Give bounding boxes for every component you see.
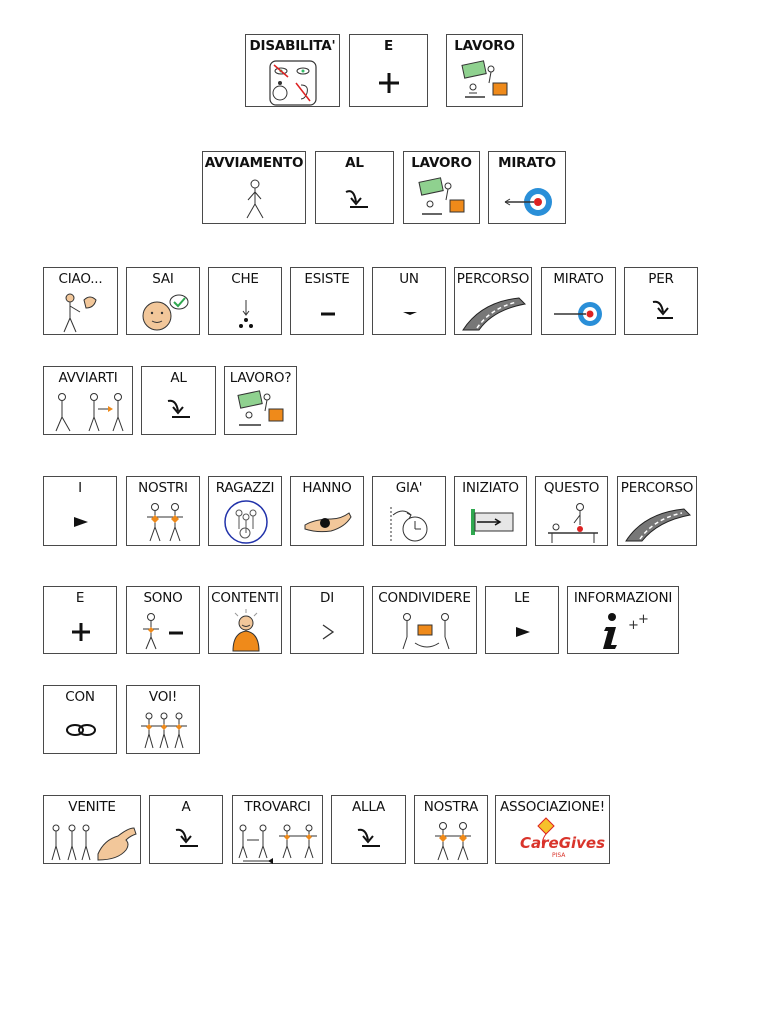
symbol-card-ciao bbox=[43, 267, 118, 335]
thinking-face-icon bbox=[127, 268, 201, 336]
card-label: CON bbox=[65, 689, 95, 705]
card-label: SONO bbox=[143, 590, 183, 606]
card-label: INIZIATO bbox=[462, 480, 519, 496]
card-label: SAI bbox=[152, 271, 174, 287]
symbol-card-informazioni bbox=[567, 586, 679, 654]
group-circle-icon bbox=[209, 477, 283, 547]
symbol-card-mirato bbox=[488, 151, 566, 224]
person-at-table-icon bbox=[536, 477, 609, 547]
symbol-card-venite bbox=[43, 795, 141, 864]
card-label: LAVORO bbox=[411, 155, 472, 171]
plus-icon bbox=[44, 587, 118, 655]
symbol-card-al bbox=[315, 151, 394, 224]
symbol-card-i bbox=[43, 476, 117, 546]
information-icon bbox=[568, 587, 680, 655]
symbol-card-condividere bbox=[372, 586, 477, 654]
plus-icon bbox=[350, 35, 429, 108]
small-dash-icon bbox=[373, 268, 447, 336]
card-label: LE bbox=[514, 590, 530, 606]
symbol-card-gia bbox=[372, 476, 446, 546]
card-label: LAVORO bbox=[454, 38, 515, 54]
card-label: VOI! bbox=[148, 689, 178, 705]
symbol-card-e bbox=[349, 34, 428, 107]
svg-text:CareGives: CareGives bbox=[520, 834, 606, 852]
to-arrow-icon bbox=[142, 367, 217, 436]
work-icon bbox=[225, 367, 298, 436]
card-label: DI bbox=[320, 590, 334, 606]
pointer-icon bbox=[486, 587, 560, 655]
card-label: AVVIARTI bbox=[58, 370, 118, 386]
linked-rings-icon bbox=[44, 686, 118, 755]
greater-than-icon bbox=[291, 587, 365, 655]
card-label: A bbox=[181, 799, 191, 815]
people-starting-icon bbox=[44, 367, 134, 436]
person-minus-icon bbox=[127, 587, 201, 655]
card-label: LAVORO? bbox=[229, 370, 292, 386]
work-icon bbox=[404, 152, 481, 225]
card-label: DISABILITA' bbox=[249, 38, 336, 54]
symbol-card-contenti bbox=[208, 586, 282, 654]
symbol-card-disabilita bbox=[245, 34, 340, 107]
card-label: CONDIVIDERE bbox=[378, 590, 471, 606]
symbol-card-nostri bbox=[126, 476, 200, 546]
come-here-icon bbox=[44, 796, 142, 865]
to-arrow-icon bbox=[332, 796, 407, 865]
that-arrow-icon bbox=[209, 268, 283, 336]
clock-icon bbox=[373, 477, 447, 547]
symbol-card-e-2 bbox=[43, 586, 117, 654]
svg-text:+: + bbox=[628, 618, 639, 633]
happy-person-icon bbox=[209, 587, 283, 655]
card-label: PERCORSO bbox=[456, 271, 530, 287]
target-icon bbox=[542, 268, 617, 336]
start-line-icon bbox=[455, 477, 528, 547]
symbol-card-mirato-2 bbox=[541, 267, 616, 335]
hand-holding-icon bbox=[291, 477, 365, 547]
card-label: AL bbox=[170, 370, 187, 386]
symbol-card-che bbox=[208, 267, 282, 335]
symbol-card-un bbox=[372, 267, 446, 335]
symbol-card-lavoro-2 bbox=[403, 151, 480, 224]
symbol-card-percorso bbox=[454, 267, 532, 335]
road-icon bbox=[455, 268, 533, 336]
to-arrow-icon bbox=[150, 796, 224, 865]
waving-person-icon bbox=[44, 268, 119, 336]
svg-text:+: + bbox=[638, 612, 649, 627]
symbol-card-sono bbox=[126, 586, 200, 654]
card-label: ESISTE bbox=[304, 271, 350, 287]
symbol-card-a bbox=[149, 795, 223, 864]
symbol-card-trovarci bbox=[232, 795, 323, 864]
pointer-icon bbox=[44, 477, 118, 547]
symbol-card-associazione bbox=[495, 795, 610, 864]
card-label: ALLA bbox=[351, 799, 386, 815]
two-people-icon bbox=[127, 477, 201, 547]
card-label: PERCORSO bbox=[620, 480, 694, 496]
to-arrow-icon bbox=[316, 152, 395, 225]
card-label: UN bbox=[399, 271, 419, 287]
symbol-card-iniziato bbox=[454, 476, 527, 546]
card-label: PER bbox=[648, 271, 674, 287]
symbol-card-sai bbox=[126, 267, 200, 335]
work-icon bbox=[447, 35, 524, 108]
to-arrow-icon bbox=[625, 268, 699, 336]
sharing-icon bbox=[373, 587, 478, 655]
card-label: CONTENTI bbox=[211, 590, 279, 606]
visit-people-icon bbox=[233, 796, 324, 865]
road-icon bbox=[618, 477, 698, 547]
three-people-icon bbox=[127, 686, 201, 755]
card-label: E bbox=[75, 590, 85, 606]
card-label: MIRATO bbox=[498, 155, 556, 171]
symbol-card-voi bbox=[126, 685, 200, 754]
symbol-card-avviamento bbox=[202, 151, 306, 224]
walking-person-icon bbox=[203, 152, 307, 225]
caregives-logo-icon bbox=[496, 796, 611, 865]
symbol-card-lavoro bbox=[446, 34, 523, 107]
symbol-card-alla bbox=[331, 795, 406, 864]
card-label: GIA' bbox=[395, 480, 423, 496]
symbol-card-ragazzi bbox=[208, 476, 282, 546]
symbol-card-lavoro-3 bbox=[224, 366, 297, 435]
symbol-card-percorso-2 bbox=[617, 476, 697, 546]
symbol-card-esiste bbox=[290, 267, 364, 335]
card-label: CHE bbox=[231, 271, 259, 287]
two-people-icon bbox=[415, 796, 489, 865]
symbol-card-le bbox=[485, 586, 559, 654]
card-label: QUESTO bbox=[543, 480, 600, 496]
symbol-card-di bbox=[290, 586, 364, 654]
symbol-card-per bbox=[624, 267, 698, 335]
card-label: NOSTRA bbox=[423, 799, 479, 815]
symbol-card-avviarti bbox=[43, 366, 133, 435]
card-label: MIRATO bbox=[553, 271, 604, 287]
card-label: HANNO bbox=[302, 480, 352, 496]
card-label: AL bbox=[345, 155, 364, 171]
card-label: CIAO... bbox=[58, 271, 103, 287]
card-label: E bbox=[383, 38, 394, 54]
symbol-card-con bbox=[43, 685, 117, 754]
disability-icon bbox=[246, 35, 341, 108]
symbol-card-al-2 bbox=[141, 366, 216, 435]
symbol-card-hanno bbox=[290, 476, 364, 546]
symbol-card-nostra bbox=[414, 795, 488, 864]
target-icon bbox=[489, 152, 567, 225]
card-label: VENITE bbox=[68, 799, 116, 815]
card-label: RAGAZZI bbox=[215, 480, 275, 496]
symbol-card-questo bbox=[535, 476, 608, 546]
card-label: TROVARCI bbox=[244, 799, 311, 815]
card-label: INFORMAZIONI bbox=[573, 590, 673, 606]
card-label: I bbox=[78, 480, 82, 496]
dash-icon bbox=[291, 268, 365, 336]
card-label: NOSTRI bbox=[138, 480, 188, 496]
svg-text:PISA: PISA bbox=[552, 852, 566, 859]
card-label: AVVIAMENTO bbox=[204, 155, 304, 171]
card-label: ASSOCIAZIONE! bbox=[500, 799, 605, 815]
